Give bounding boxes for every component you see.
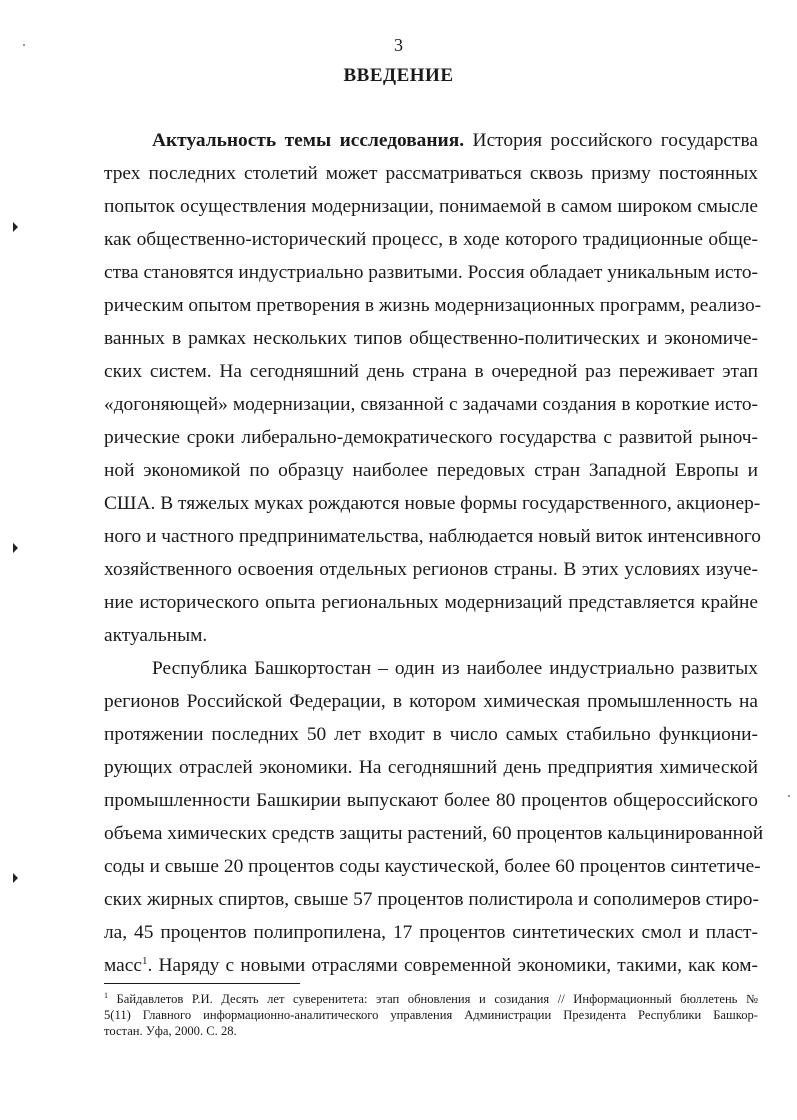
text-line: ной экономикой по образцу наиболее передовых стран Западной Европы и [104,460,758,481]
text-line: протяжении последних 50 лет входит в число самых стабильно функциони- [104,724,758,745]
text-line: как общественно-исторический процесс, в ходе которого традиционные обще- [104,229,758,250]
text-line: Республика Башкортостан – один из наиболее индустриально развитых [152,658,758,679]
text-line: ства становятся индустриально развитыми. Россия обладает уникальным исто- [104,262,758,283]
text-line: хозяйственного освоения отдельных регионов страны. В этих условиях изуче- [104,559,758,580]
text-line: ских жирных спиртов, свыше 57 процентов полистирола и сополимеров стиро- [104,889,759,910]
text-line: ских систем. На сегодняшний день страна в очередной раз переживает этап [104,361,758,382]
footnote-line: тостан. Уфа, 2000. С. 28. [104,1024,237,1038]
text-run: История российского государства [464,130,759,151]
text-line: ного и частного предпринимательства, наблюдается новый виток интенсивного [104,526,761,547]
text-line: регионов Российской Федерации, в котором химическая промышленность на [104,691,758,712]
text-line: рующих отраслей экономики. На сегодняшний день предприятия химической [104,757,758,778]
text-line: ла, 45 процентов полипропилена, 17 процентов синтетических смол и пласт- [104,922,758,943]
text-run: . Наряду с новыми отраслями современной экономики, такими, как ком- [147,955,758,976]
binding-mark-icon [13,543,18,553]
footnote-marker: 1 [104,991,108,1000]
binding-mark-icon [13,222,18,232]
text-run: масс [104,955,142,976]
text-line: рическим опытом претворения в жизнь модернизационных программ, реализо- [104,295,762,316]
section-lead: Актуальность темы исследования. [152,130,465,151]
text-line: «догоняющей» модернизации, связанной с задачами создания в короткие исто- [104,394,758,415]
binding-mark-icon [13,873,18,883]
footnote-separator [104,983,300,984]
text-line: попыток осуществления модернизации, понимаемой в самом широком смысле [104,196,758,217]
scan-speck [23,44,25,46]
page-number: 3 [394,35,403,55]
text-line: трех последних столетий может рассматриваться сквозь призму постоянных [104,163,758,184]
footnote-line: 5(11) Главного информационно-аналитического управления Администрации Президента Республики Башкор- [104,1008,758,1022]
scan-speck [788,795,790,797]
footnote-reference: 1 [141,955,148,967]
page-heading: ВВЕДЕНИЕ [343,65,454,86]
text-line: США. В тяжелых муках рождаются новые формы государственного, акционер- [104,493,761,514]
text-line: рические сроки либерально-демократического государства с развитой рыноч- [104,427,758,448]
text-line [152,125,758,157]
footnote-text: Байдавлетов Р.И. Десять лет суверенитета: этап обновления и созидания // Информационный бюллетень № [108,992,758,1006]
footnote-line [104,991,758,1007]
text-line: ние исторического опыта региональных модернизаций представляется крайне [104,592,758,613]
text-line: объема химических средств защиты растений, 60 процентов кальцинированной [104,823,764,844]
text-line: актуальным. [104,625,208,646]
text-line [104,950,758,982]
text-line: промышленности Башкирии выпускают более 80 процентов общероссийского [104,790,758,811]
text-line: ванных в рамках нескольких типов общественно-политических и экономиче- [104,328,758,349]
text-line: соды и свыше 20 процентов соды каустической, более 60 процентов синтетиче- [104,856,761,877]
